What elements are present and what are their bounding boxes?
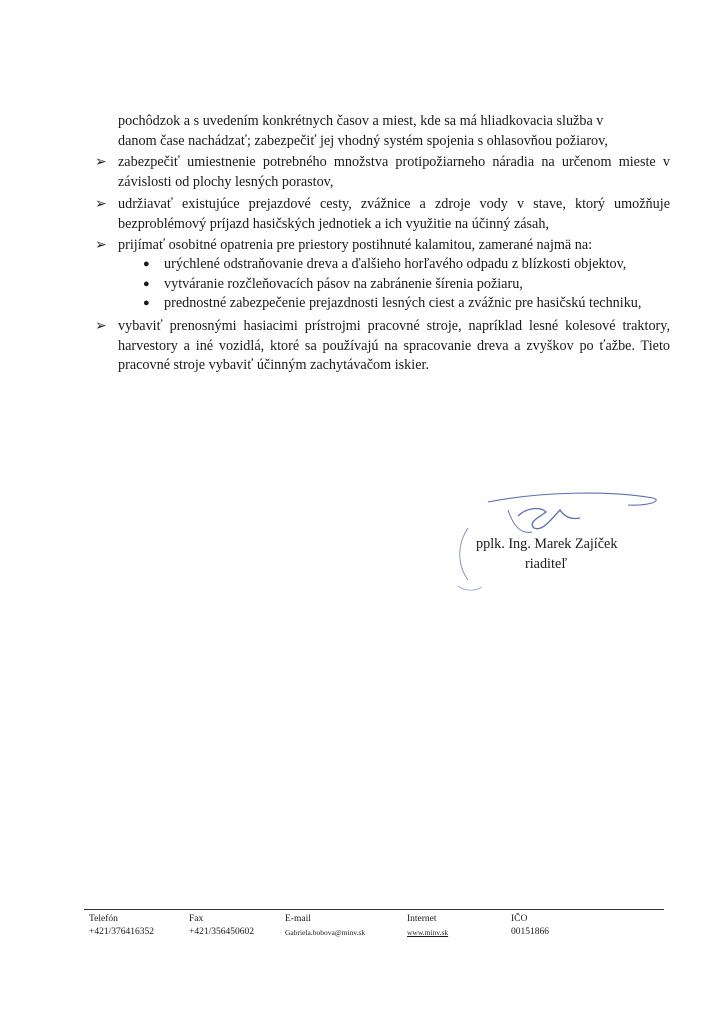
sub-item-text: prednostné zabezpečenie prejazdnosti lesných ciest a zvážnic pre hasičskú techniku,: [164, 295, 642, 311]
intro-paragraph: [118, 112, 668, 151]
bullet-text: udržiavať existujúce prejazdové cesty, zvážnice a zdroje vody v stave, ktorý umožňuje bezproblémový príjazd hasičských jednotiek a ich využitie na účinný zásah,: [118, 196, 670, 232]
sub-item-text: urýchlené odstraňovanie dreva a ďalšieho horľavého odpadu z blízkosti objektov,: [164, 256, 627, 272]
footer: [0, 913, 725, 943]
bullet-text: prijímať osobitné opatrenia pre priestory postihnuté kalamitou, zamerané najmä na:: [118, 237, 593, 253]
arrow-bullet-icon: ➢: [95, 197, 107, 212]
footer-phone-label: Telefón: [89, 914, 118, 924]
footer-ico: [511, 913, 549, 939]
bullet-dot-icon: ●: [143, 277, 150, 290]
bullet-dot-icon: ●: [143, 258, 150, 270]
footer-internet: [407, 913, 448, 939]
arrow-bullet-icon: ➢: [95, 155, 107, 170]
bullet-dot-icon: ●: [143, 297, 150, 309]
list-item: [95, 317, 670, 376]
sub-list-item: [140, 294, 680, 314]
footer-fax: [189, 913, 254, 939]
list-item: [95, 153, 670, 192]
footer-email-label: E-mail: [285, 914, 311, 924]
sub-item-text: vytváranie rozčleňovacích pásov na zabránenie šírenia požiaru,: [164, 275, 523, 292]
footer-internet-link[interactable]: www.minv.sk: [407, 928, 449, 937]
sub-list: [140, 255, 680, 314]
signatory-title: riaditeľ: [525, 556, 568, 572]
footer-ico-label: IČO: [511, 914, 528, 924]
footer-email: [285, 913, 365, 939]
footer-divider: [84, 909, 664, 910]
signature-block: [448, 488, 668, 598]
list-item: [95, 195, 670, 234]
footer-ico-value: 00151866: [511, 927, 549, 937]
bullet-text: vybaviť prenosnými hasiacimi prístrojmi pracovné stroje, napríklad lesné kolesové traktory, harvestory a iné vozidlá, ktoré sa používajú na spracovanie dreva a zvyškov po ťažbe. Tieto pracovné stroje vybaviť účinným zachytávačom iskier.: [118, 318, 670, 373]
footer-fax-value: +421/356450602: [189, 927, 254, 937]
footer-internet-label: Internet: [407, 914, 437, 924]
footer-fax-label: Fax: [189, 914, 204, 924]
intro-line-2: danom čase nachádzať; zabezpečiť jej vhodný systém spojenia s ohlasovňou požiarov,: [118, 132, 608, 149]
footer-phone: [89, 913, 154, 939]
arrow-bullet-icon: ➢: [95, 319, 107, 334]
arrow-bullet-icon: ➢: [95, 238, 107, 253]
sub-list-item: [140, 255, 680, 275]
list-item: [95, 236, 670, 256]
footer-email-value: Gabriela.bobova@minv.sk: [285, 928, 366, 937]
intro-line-1: pochôdzok a s uvedením konkrétnych časov a miest, kde sa má hliadkovacia služba v: [118, 113, 604, 129]
sub-list-item: [140, 275, 680, 295]
footer-phone-value: +421/376416352: [89, 927, 154, 937]
signatory-name: pplk. Ing. Marek Zajíček: [476, 536, 618, 552]
bullet-text: zabezpečiť umiestnenie potrebného množstva protipožiarneho náradia na určenom mieste v závislosti od plochy lesných porastov,: [118, 154, 670, 190]
